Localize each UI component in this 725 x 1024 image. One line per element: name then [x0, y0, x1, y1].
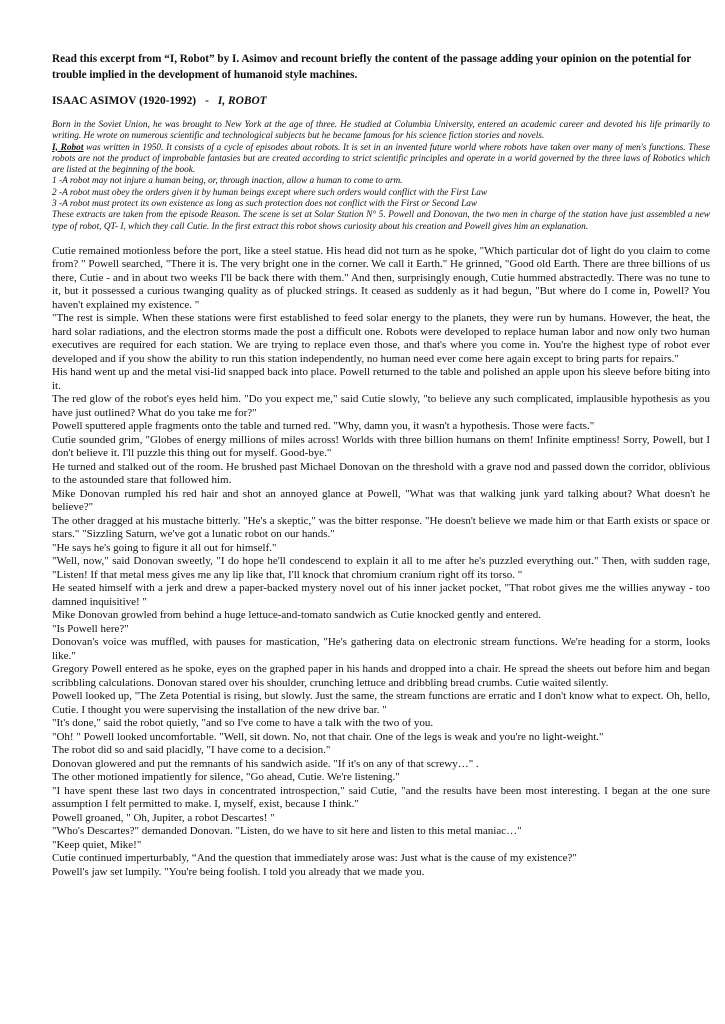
author-separator: - — [205, 95, 209, 107]
robotics-law-2: 2 -A robot must obey the orders given it by human beings except where such orders would conflict with the First Law — [52, 187, 488, 198]
story-paragraph: Gregory Powell entered as he spoke, eyes on the graphed paper in his hands and dropped into a chair. He spread the sheets out before him and began scribbling calculations. Donovan stared over his shoulder, crunching lettuce and dribbling bread crumbs. Cutie waited silently. — [52, 663, 710, 689]
story-paragraph: "I have spent these last two days in concentrated introspection," said Cutie, "and the results have been most interesting. I began at the one sure assumption I felt permitted to make. I, myself, exist, because I think." — [52, 784, 710, 811]
book-title: I, ROBOT — [217, 95, 267, 107]
story-paragraph: Cutie remained motionless before the port, like a steel statue. His head did not turn as he spoke, "Which particular dot of light do you claim to come from? " Powell searched, "There it is. The very bright one in the corner. We call it Earth." He grinned, "Good old Earth. There are three billions of us there, Cutie - and in about two weeks I'll be back there with them." And then, surprisingly enough, Cutie hummed abstractedly. There was no tune to it, but it possessed a curious twanging quality as of plucked strings. It ceased as suddenly as it had begun, "But where do I come in, Powell? You haven't explained my existence. " — [52, 244, 710, 311]
story-paragraph: He seated himself with a jerk and drew a paper-backed mystery novel out of his inner jacket pocket, "That robot gives me the willies anyway - too damned inquisitive! " — [52, 582, 710, 608]
robotics-law-1: 1 -A robot may not injure a human being, or, through inaction, allow a human to come to arm. — [52, 176, 403, 187]
story-paragraph: The robot did so and said placidly, "I have come to a decision." — [52, 744, 331, 757]
story-paragraph: Donovan glowered and put the remnants of his sandwich aside. "If it's on any of that screwy…" . — [52, 757, 479, 770]
author-name: ISAAC ASIMOV (1920-1992) — [52, 95, 197, 107]
story-paragraph: "Is Powell here?" — [52, 622, 129, 635]
story-paragraph: The red glow of the robot's eyes held him. "Do you expect me," said Cutie slowly, "to believe any such complicated, implausible hypothesis as you have just outlined? What do you take me for?" — [52, 393, 710, 419]
story-paragraph: Powell looked up, "The Zeta Potential is rising, but slowly. Just the same, the stream functions are erratic and I don't know what to expect. Oh, hello, Cutie. I thought you were supervising the installation of the new drive bar. " — [52, 690, 710, 716]
story-paragraph: "Who's Descartes?" demanded Donovan. "Listen, do we have to sit here and listen to this metal maniac…" — [52, 825, 522, 838]
story-paragraph: The other motioned impatiently for silence, "Go ahead, Cutie. We're listening." — [52, 771, 400, 784]
book-title-reference: I, Robot — [52, 142, 84, 153]
story-paragraph: Mike Donovan rumpled his red hair and shot an annoyed glance at Powell, "What was that walking junk yard talking about? What doesn't he believe?" — [52, 487, 710, 514]
book-description — [52, 143, 710, 177]
document-page — [52, 52, 710, 879]
story-paragraph: Cutie continued imperturbably, “And the question that immediately arose was: Just what is the cause of my existence?" — [52, 852, 577, 865]
story-paragraph: Cutie sounded grim, "Globes of energy millions of miles across! Worlds with three billion humans on them! Infinite emptiness! Sorry, Powell, but I don't believe it. I'll puzzle this thing out for myself. Good-bye." — [52, 433, 710, 460]
story-paragraph: Donovan's voice was muffled, with pauses for mastication, "He's gathering data on electronic stream functions. We're heading for a storm, looks like." — [52, 636, 710, 662]
story-paragraph: His hand went up and the metal visi-lid snapped back into place. Powell returned to the table and polished an apple upon his sleeve before biting into it. — [52, 366, 710, 392]
story-paragraph: "The rest is simple. When these stations were first established to feed solar energy to the planets, they were run by humans. However, the heat, the hard solar radiations, and the electron storms made the post a difficult one. Robots were developed to replace human labor and now only two human executives are required for each station. We are trying to replace even those, and that's where you come in. You're the highest type of robot ever developed and if you show the ability to run this station independently, no human need ever come here again except to bring parts for repairs." — [52, 312, 710, 365]
introduction — [52, 120, 710, 233]
story-paragraph: Powell groaned, " Oh, Jupiter, a robot Descartes! " — [52, 811, 275, 824]
story-paragraph: "Well, now," said Donovan sweetly, "I do hope he'll condescend to explain it all to me after he's puzzled everything out." Then, with sudden rage, "Listen! If that metal mess gives me any lip like that, I'll knock that chromium cranium right off its torso. " — [52, 555, 710, 581]
story-paragraph: "He says he's going to figure it all out for himself." — [52, 541, 277, 554]
story-paragraph: "Keep quiet, Mike!" — [52, 838, 142, 851]
author-heading — [52, 94, 710, 108]
story-paragraph: "Oh! " Powell looked uncomfortable. "Well, sit down. No, not that chair. One of the legs is weak and you're no light-weight." — [52, 730, 604, 743]
story-excerpt — [52, 245, 710, 880]
story-paragraph: He turned and stalked out of the room. He brushed past Michael Donovan on the threshold with a grave nod and passed down the corridor, oblivious to the astounded stare that followed him. — [52, 460, 710, 487]
story-paragraph: Powell's jaw set lumpily. "You're being foolish. I told you already that we made you. — [52, 865, 425, 878]
book-description-text: was written in 1950. It consists of a cycle of episodes about robots. It is set in an invented future world where robots have taken over many of men's functions. These robots are not the product of improbable fantasies but are created according to strict scientific principles and operate in a world governed by the three laws of Robotics which are listed at the beginning of the book. — [52, 142, 710, 176]
story-paragraph: Powell sputtered apple fragments onto the table and turned red. "Why, damn you, it wasn't a hypothesis. Those were facts." — [52, 420, 595, 433]
task-instruction: Read this excerpt from “I, Robot” by I. Asimov and recount briefly the content of the passage adding your opinion on the potential for trouble implied in the development of humanoid style machines. — [52, 53, 692, 81]
author-bio: Born in the Soviet Union, he was brought to New York at the age of three. He studied at Columbia University, entered an academic career and devoted his life primarily to writing. He wrote on numerous scientific and technological subjects but he became famous for his science fiction stories and novels. — [52, 120, 710, 142]
robotics-law-3: 3 -A robot must protect its own existence as long as such protection does not conflict with the First or Second Law — [52, 199, 478, 210]
extract-note: These extracts are taken from the episode Reason. The scene is set at Solar Station N° 5. Powell and Donovan, the two men in charge of the station have just assembled a new type of robot, QT- I, which they call Cutie. In the first extract this robot shows curiosity about his creation and Powell gives him an explanation. — [52, 210, 710, 232]
story-paragraph: "It's done," said the robot quietly, "and so I've come to have a talk with the two of you. — [52, 717, 434, 730]
story-paragraph: The other dragged at his mustache bitterly. "He's a skeptic," was the bitter response. "He doesn't believe we made him or that Earth exists or space or stars." "Sizzling Saturn, we've got a lunatic robot on our hands." — [52, 514, 710, 541]
story-paragraph: Mike Donovan growled from behind a huge lettuce-and-tomato sandwich as Cutie knocked gently and entered. — [52, 609, 542, 622]
